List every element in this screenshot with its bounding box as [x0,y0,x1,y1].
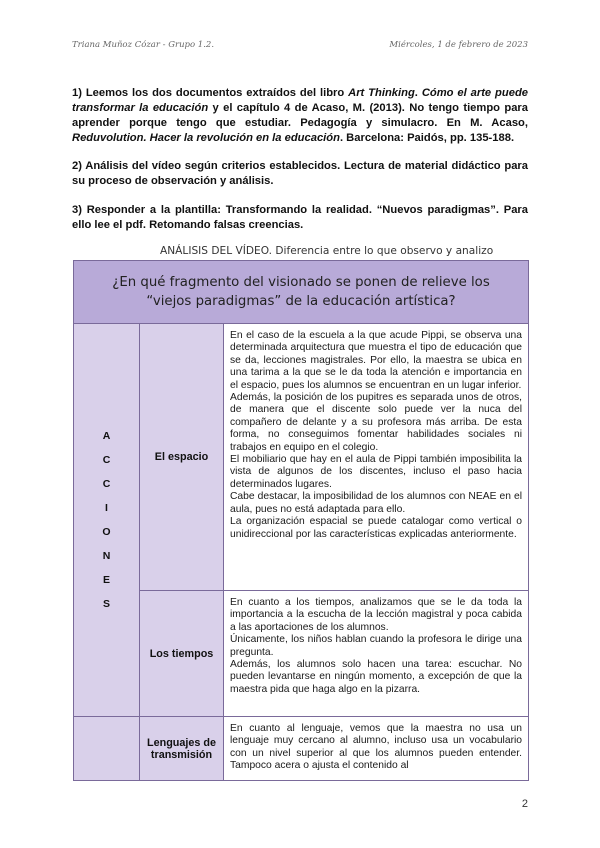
content-paragraph: En cuanto al lenguaje, vemos que la maestra no usa un lenguaje muy cercano al alumno, incluso usa un vocabulario con un nivel superior al que los alumnos pueden entender. Tampoco acera o ajusta el contenido al [230,723,523,772]
actions-letter: O [102,526,111,538]
intro-item-1-text-e: y el capítulo 4 de Acaso, M. (2013). No tengo tiempo para aprender porque tengo que estudiar. Pedagogía y simulacro. En M. Acaso, [72,102,528,129]
row-content-espacio [224,324,529,591]
row-content-tiempos [224,591,529,717]
table-row [74,324,529,591]
content-paragraph: En cuanto a los tiempos, analizamos que se le da toda la importancia a la escucha de la lección magistral y poca cabida a las aportaciones de los alumnos. [230,597,523,633]
content-paragraph: Además, los alumnos solo hacen una tarea: escuchar. No pueden levantarse en ningún momento, a excepción de que la maestra pida que haga algo en la pizarra. [230,659,523,695]
actions-letter: C [102,454,111,466]
content-paragraph: Además, la posición de los pupitres es separada unos de otros, de manera que el discente solo puede ver la nuca del compañero de delante y a su profesora más arriba. De esta forma, no conseguimos fomentar habilidades sociales ni trabajos en equipo en el colegio. [230,392,523,453]
intro-item-3: 3) Responder a la plantilla: Transformando la realidad. “Nuevos paradigmas”. Para ello lee el pdf. Retomando falsas creencias. [72,204,528,231]
intro-item-1-book-title: Art Thinking [348,87,415,99]
row-label-lenguajes: Lenguajes de transmisión [140,717,224,781]
content-paragraph: Cabe destacar, la imposibilidad de los alumnos con NEAE en el aula, pues no está adaptada para ello. [230,491,523,515]
header-date: Miércoles, 1 de febrero de 2023 [389,40,528,50]
intro-item-1-reduvolution-title: Reduvolution. Hacer la revolución en la educación [72,132,340,144]
intro-item-1-text-c: . [414,87,422,99]
intro-item-1-book-subtitle: Cómo el arte puede transformar la educación [72,87,528,114]
table-row [74,717,529,781]
intro-item-1 [72,86,528,146]
content-paragraph: Únicamente, los niños hablan cuando la profesora le dirige una pregunta. [230,634,523,658]
actions-letter: A [102,430,111,442]
intro-item-1-text-g: . Barcelona: Paidós, pp. 135-188. [339,132,515,144]
intro-item-1-text-a: 1) Leemos los dos documentos extraídos del libro [72,87,349,99]
actions-letter: N [102,550,111,562]
actions-letter: I [105,502,108,514]
actions-label [74,324,140,717]
header-author: Triana Muñoz Cózar - Grupo 1.2. [72,40,215,50]
content-paragraph: El mobiliario que hay en el aula de Pippi también imposibilita la vista de algunos de los discentes, incluso el paso hacia determinados lugares. [230,454,523,490]
actions-empty-cell [74,717,140,781]
row-label-tiempos: Los tiempos [140,591,224,717]
intro-item-2: 2) Análisis del vídeo según criterios establecidos. Lectura de material didáctico para su proceso de observación y análisis. [72,160,528,187]
content-paragraph: En el caso de la escuela a la que acude Pippi, se observa una determinada arquitectura que muestra el tipo de educación que se da, lecciones magistrales. Por ello, la maestra se ubica en una tarima a la que se le da toda la atención e importancia en el espacio, pues los alumnos se encuentran en un lugar inferior. [230,330,523,391]
row-content-lenguajes [224,717,529,781]
table-header-row [74,261,529,324]
analysis-table [73,260,529,781]
table-row [74,591,529,717]
content-paragraph: La organización espacial se puede catalogar como vertical o unidireccional por las características explicadas anteriormente. [230,516,523,540]
table-question: ¿En qué fragmento del visionado se ponen de relieve los “viejos paradigmas” de la educación artística? [74,261,529,324]
actions-letter: E [102,574,110,586]
page-number: 2 [521,798,528,810]
analysis-subtitle: ANÁLISIS DEL VÍDEO. Diferencia entre lo que observo y analizo [160,245,494,257]
actions-letter: C [102,478,111,490]
row-label-espacio: El espacio [140,324,224,591]
actions-letter: S [102,598,110,610]
